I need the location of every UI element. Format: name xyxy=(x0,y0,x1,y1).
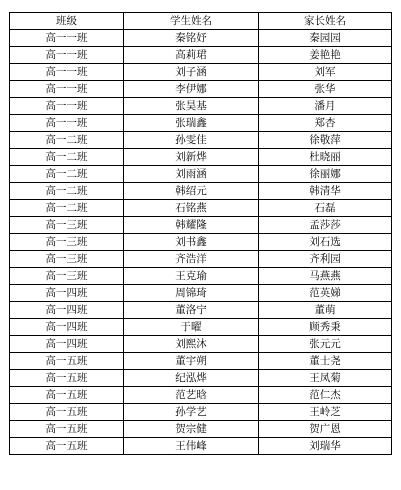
cell-class: 高一三班 xyxy=(10,217,124,234)
cell-parent-name: 杜晓丽 xyxy=(259,149,392,166)
table-row xyxy=(10,98,392,115)
cell-student-name: 纪泓烨 xyxy=(124,370,259,387)
cell-class: 高一二班 xyxy=(10,183,124,200)
cell-parent-name: 王凤菊 xyxy=(259,370,392,387)
cell-class: 高一一班 xyxy=(10,30,124,47)
header-parent-name: 家长姓名 xyxy=(259,13,392,30)
cell-student-name: 刘子涵 xyxy=(124,64,259,81)
cell-parent-name: 范仁杰 xyxy=(259,387,392,404)
cell-parent-name: 韩清华 xyxy=(259,183,392,200)
table-header xyxy=(10,13,392,30)
header-student-name: 学生姓名 xyxy=(124,13,259,30)
cell-class: 高一三班 xyxy=(10,234,124,251)
table-row xyxy=(10,217,392,234)
cell-student-name: 秦铭妤 xyxy=(124,30,259,47)
cell-student-name: 齐浩洋 xyxy=(124,251,259,268)
cell-class: 高一二班 xyxy=(10,149,124,166)
cell-student-name: 韩绍元 xyxy=(124,183,259,200)
cell-student-name: 贺宗健 xyxy=(124,421,259,438)
cell-class: 高一五班 xyxy=(10,421,124,438)
cell-parent-name: 刘石选 xyxy=(259,234,392,251)
cell-parent-name: 徐丽娜 xyxy=(259,166,392,183)
cell-parent-name: 王岭芝 xyxy=(259,404,392,421)
cell-class: 高一一班 xyxy=(10,81,124,98)
cell-student-name: 周锦琦 xyxy=(124,285,259,302)
cell-student-name: 张昊基 xyxy=(124,98,259,115)
cell-parent-name: 董士尧 xyxy=(259,353,392,370)
table-row xyxy=(10,421,392,438)
cell-student-name: 王伟峰 xyxy=(124,438,259,455)
table-row xyxy=(10,47,392,64)
cell-student-name: 刘新烨 xyxy=(124,149,259,166)
table-row xyxy=(10,132,392,149)
cell-parent-name: 石磊 xyxy=(259,200,392,217)
cell-parent-name: 马燕燕 xyxy=(259,268,392,285)
cell-parent-name: 孟莎莎 xyxy=(259,217,392,234)
cell-class: 高一四班 xyxy=(10,302,124,319)
cell-student-name: 石铭燕 xyxy=(124,200,259,217)
cell-class: 高一三班 xyxy=(10,251,124,268)
table-row xyxy=(10,166,392,183)
table-row xyxy=(10,81,392,98)
table-row xyxy=(10,149,392,166)
header-row xyxy=(10,13,392,30)
cell-student-name: 董洛宁 xyxy=(124,302,259,319)
cell-class: 高一一班 xyxy=(10,98,124,115)
table-row xyxy=(10,302,392,319)
cell-parent-name: 张元元 xyxy=(259,336,392,353)
table-row xyxy=(10,404,392,421)
cell-parent-name: 齐利园 xyxy=(259,251,392,268)
cell-parent-name: 董萌 xyxy=(259,302,392,319)
table-row xyxy=(10,387,392,404)
table-row xyxy=(10,30,392,47)
cell-class: 高一四班 xyxy=(10,285,124,302)
cell-student-name: 王克瑜 xyxy=(124,268,259,285)
cell-student-name: 孙雯佳 xyxy=(124,132,259,149)
cell-parent-name: 郑杏 xyxy=(259,115,392,132)
cell-parent-name: 范英娣 xyxy=(259,285,392,302)
header-class: 班级 xyxy=(10,13,124,30)
table-row xyxy=(10,64,392,81)
cell-parent-name: 顾秀秉 xyxy=(259,319,392,336)
cell-parent-name: 张华 xyxy=(259,81,392,98)
cell-class: 高一二班 xyxy=(10,200,124,217)
cell-class: 高一二班 xyxy=(10,166,124,183)
table-row xyxy=(10,200,392,217)
cell-parent-name: 徐敬萍 xyxy=(259,132,392,149)
cell-student-name: 孙学艺 xyxy=(124,404,259,421)
table-row xyxy=(10,115,392,132)
table-row xyxy=(10,183,392,200)
cell-student-name: 刘熙沐 xyxy=(124,336,259,353)
cell-parent-name: 刘军 xyxy=(259,64,392,81)
table-row xyxy=(10,438,392,455)
cell-student-name: 刘雨涵 xyxy=(124,166,259,183)
cell-student-name: 范艺晗 xyxy=(124,387,259,404)
cell-class: 高一五班 xyxy=(10,387,124,404)
cell-class: 高一一班 xyxy=(10,64,124,81)
cell-class: 高一五班 xyxy=(10,353,124,370)
table-row xyxy=(10,336,392,353)
table-row xyxy=(10,353,392,370)
cell-class: 高一五班 xyxy=(10,438,124,455)
cell-student-name: 于曜 xyxy=(124,319,259,336)
cell-class: 高一四班 xyxy=(10,319,124,336)
table-body xyxy=(10,30,392,455)
cell-student-name: 李伊娜 xyxy=(124,81,259,98)
cell-class: 高一一班 xyxy=(10,115,124,132)
table-row xyxy=(10,370,392,387)
cell-parent-name: 贺广恩 xyxy=(259,421,392,438)
table-row xyxy=(10,251,392,268)
parent-student-table xyxy=(9,12,392,455)
cell-class: 高一二班 xyxy=(10,132,124,149)
cell-parent-name: 秦园园 xyxy=(259,30,392,47)
table-row xyxy=(10,319,392,336)
cell-parent-name: 姜艳艳 xyxy=(259,47,392,64)
table-row xyxy=(10,234,392,251)
cell-class: 高一三班 xyxy=(10,268,124,285)
cell-class: 高一四班 xyxy=(10,336,124,353)
cell-parent-name: 刘瑞华 xyxy=(259,438,392,455)
cell-student-name: 刘书鑫 xyxy=(124,234,259,251)
cell-class: 高一五班 xyxy=(10,370,124,387)
table-row xyxy=(10,285,392,302)
cell-student-name: 张瑞鑫 xyxy=(124,115,259,132)
table-row xyxy=(10,268,392,285)
cell-student-name: 董宇朔 xyxy=(124,353,259,370)
cell-class: 高一一班 xyxy=(10,47,124,64)
cell-parent-name: 潘月 xyxy=(259,98,392,115)
cell-student-name: 韩耀隆 xyxy=(124,217,259,234)
cell-student-name: 高莉珺 xyxy=(124,47,259,64)
cell-class: 高一五班 xyxy=(10,404,124,421)
